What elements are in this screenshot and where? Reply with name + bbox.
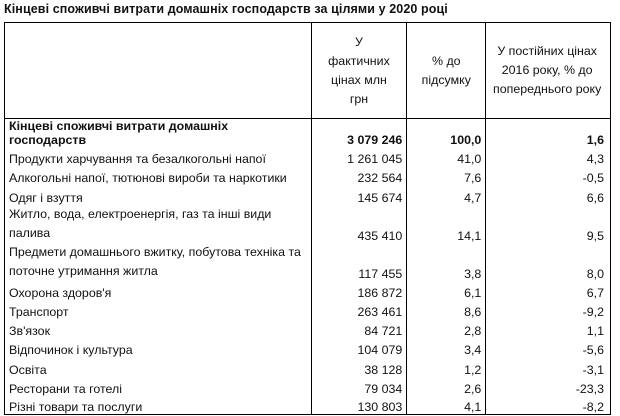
header-share: % до підсумку xyxy=(407,23,486,119)
row-label: Алкогольні напої, тютюнові вироби та наркотики xyxy=(5,166,312,185)
table-row xyxy=(5,377,611,396)
row-label: Освіта xyxy=(5,357,312,376)
row-share: 4,1 xyxy=(407,396,486,415)
row-actual: 79 034 xyxy=(311,377,407,396)
row-share: 3,8 xyxy=(407,243,486,281)
table-row-total xyxy=(5,119,611,148)
row-share: 8,6 xyxy=(407,300,486,319)
row-share: 4,7 xyxy=(407,185,486,204)
row-constant: 6,6 xyxy=(486,185,611,204)
row-label: Відпочинок і культура xyxy=(5,338,312,357)
row-constant: 9,5 xyxy=(486,205,611,243)
row-actual: 104 079 xyxy=(311,338,407,357)
row-constant: -8,2 xyxy=(486,396,611,415)
row-actual: 232 564 xyxy=(311,166,407,185)
header-row xyxy=(5,23,611,119)
row-constant: -0,5 xyxy=(486,166,611,185)
header-constant-prices: У постійних цінах 2016 року, % до попереднього року xyxy=(486,23,611,119)
row-share: 2,6 xyxy=(407,377,486,396)
table-row xyxy=(5,243,611,281)
row-label: Різні товари та послуги xyxy=(5,396,312,415)
row-actual: 145 674 xyxy=(311,185,407,204)
row-constant: 1,1 xyxy=(486,319,611,338)
table-row xyxy=(5,300,611,319)
row-constant: -3,1 xyxy=(486,357,611,376)
row-actual: 263 461 xyxy=(311,300,407,319)
row-label: Ресторани та готелі xyxy=(5,377,312,396)
row-constant: 4,3 xyxy=(486,147,611,166)
row-actual: 117 455 xyxy=(311,243,407,281)
row-share: 100,0 xyxy=(407,119,486,148)
row-constant: -9,2 xyxy=(486,300,611,319)
table-row xyxy=(5,147,611,166)
header-category xyxy=(5,23,312,119)
row-actual: 130 803 xyxy=(311,396,407,415)
row-share: 2,8 xyxy=(407,319,486,338)
header-actual-prices: У фактичних цінах млн грн xyxy=(311,23,407,119)
row-label: Транспорт xyxy=(5,300,312,319)
table-row xyxy=(5,319,611,338)
row-actual: 3 079 246 xyxy=(311,119,407,148)
row-constant: -5,6 xyxy=(486,338,611,357)
row-label: Охорона здоров'я xyxy=(5,281,312,300)
row-actual: 186 872 xyxy=(311,281,407,300)
row-actual: 38 128 xyxy=(311,357,407,376)
table-title: Кінцеві споживчі витрати домашніх господарств за цілями у 2020 році xyxy=(4,2,448,16)
row-constant: -23,3 xyxy=(486,377,611,396)
table-row xyxy=(5,166,611,185)
row-actual: 84 721 xyxy=(311,319,407,338)
row-actual: 435 410 xyxy=(311,205,407,243)
row-constant: 6,7 xyxy=(486,281,611,300)
table-row xyxy=(5,338,611,357)
row-share: 3,4 xyxy=(407,338,486,357)
table-row xyxy=(5,185,611,204)
row-label: Житло, вода, електроенергія, газ та інші види палива xyxy=(5,205,312,243)
row-share: 1,2 xyxy=(407,357,486,376)
row-share: 14,1 xyxy=(407,205,486,243)
expenditure-table xyxy=(4,22,611,415)
table-row xyxy=(5,357,611,376)
table-row xyxy=(5,396,611,415)
row-label: Предмети домашнього вжитку, побутова техніка та поточне утримання житла xyxy=(5,243,312,281)
row-share: 7,6 xyxy=(407,166,486,185)
row-label: Продукти харчування та безалкогольні напої xyxy=(5,147,312,166)
row-constant: 1,6 xyxy=(486,119,611,148)
row-label: Зв'язок xyxy=(5,319,312,338)
table-row xyxy=(5,205,611,243)
row-label: Кінцеві споживчі витрати домашніх господарств xyxy=(5,119,312,148)
table-row xyxy=(5,281,611,300)
row-actual: 1 261 045 xyxy=(311,147,407,166)
row-label: Одяг і взуття xyxy=(5,185,312,204)
row-share: 41,0 xyxy=(407,147,486,166)
row-share: 6,1 xyxy=(407,281,486,300)
row-constant: 8,0 xyxy=(486,243,611,281)
